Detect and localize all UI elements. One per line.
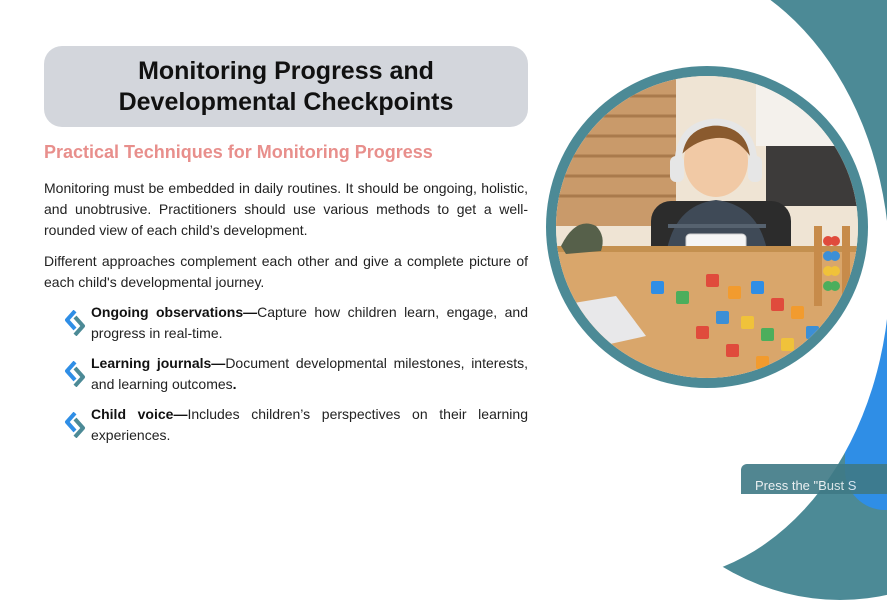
bullet-desc: Document developmental milestones, interests, and learning outcomes [91,355,528,392]
section-subtitle: Practical Techniques for Monitoring Progress [44,142,433,162]
bullet-item [64,353,528,395]
bullet-desc: Includes children’s perspectives on their learning experiences. [91,406,528,443]
bullet-list [64,302,528,455]
page-title: Monitoring Progress and Developmental Checkpoints [118,56,454,116]
paragraph-2: Different approaches complement each other and give a complete picture of each child's developmental journey. [44,253,528,290]
bullet-item [64,302,528,344]
bullet-text [91,353,528,395]
child-with-tablet-photo [556,76,858,378]
title-box [44,46,528,127]
bullet-tail: . [232,376,237,392]
double-chevron-icon [64,310,86,336]
bullet-item [64,404,528,446]
bullet-desc: Capture how children learn, engage, and progress in real-time. [91,304,528,341]
paragraph-1: Monitoring must be embedded in daily routines. It should be ongoing, holistic, and unobtrusive. Practitioners should use various methods to get a well-rounded view of each child’s development. [44,180,528,238]
bullet-text [91,404,528,446]
double-chevron-icon [64,361,86,387]
bullet-term: Ongoing observations— [91,304,258,320]
bullet-text [91,302,528,344]
double-chevron-icon [64,412,86,438]
slideshow-hint: Press the "Bust S [741,464,887,494]
bullet-term: Child voice— [91,406,188,422]
bullet-term: Learning journals— [91,355,226,371]
